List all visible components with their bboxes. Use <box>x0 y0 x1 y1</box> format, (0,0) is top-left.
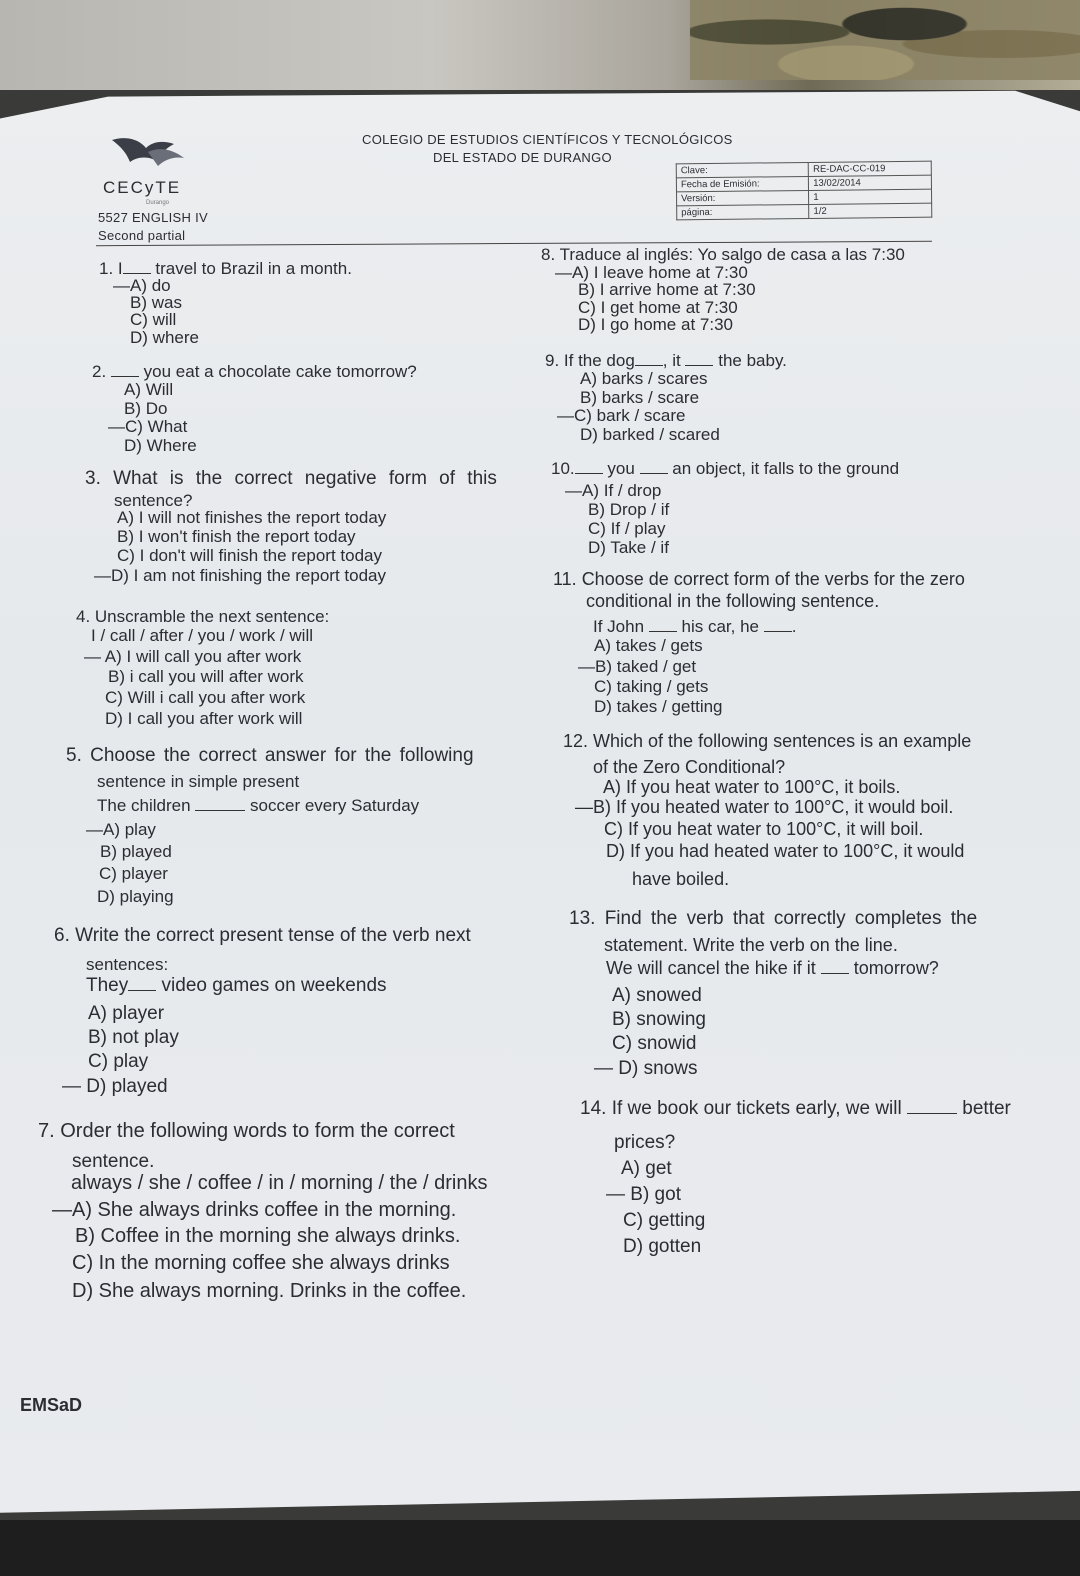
question-6: 6. Write the correct present tense of the verb next <box>54 925 471 946</box>
question-text: you eat a chocolate cake tomorrow? <box>143 362 417 381</box>
option-c: C) If you heat water to 100°C, it will boil. <box>604 819 924 839</box>
option-c: C) In the morning coffee she always drinks <box>72 1252 450 1274</box>
question-text: the baby. <box>718 351 787 370</box>
institution-name: COLEGIO DE ESTUDIOS CIENTÍFICOS Y TECNOLÓGICOS <box>362 132 733 147</box>
option-b <box>575 796 953 818</box>
option-a: A) snowed <box>612 985 702 1006</box>
answer-blank[interactable] <box>821 958 849 974</box>
answer-blank[interactable] <box>128 975 156 991</box>
option-b: B) not play <box>88 1027 179 1048</box>
question-text: The children <box>97 796 191 815</box>
answer-blank[interactable] <box>195 795 245 811</box>
answer-mark: — <box>594 1058 613 1079</box>
option-d <box>62 1076 168 1098</box>
question-text: If John <box>593 617 645 636</box>
option-d: D) where <box>130 328 199 347</box>
question-2 <box>92 361 417 382</box>
question-text: I <box>117 259 123 278</box>
question-text: tomorrow? <box>853 958 939 978</box>
question-8: 8. Traduce al inglés: Yo salgo de casa a las 7:30 <box>541 245 905 264</box>
option-c: C) player <box>99 864 168 883</box>
question-number: 10. <box>551 459 575 478</box>
option-b <box>578 657 696 677</box>
question-text: 9. If the dog <box>545 351 635 370</box>
question-number: 2. <box>92 362 107 381</box>
question-text: travel to Brazil in a month. <box>155 259 352 278</box>
table-value: 13/02/2014 <box>809 175 932 190</box>
option-c: C) will <box>130 310 177 329</box>
table-value: RE-DAC-CC-019 <box>809 161 932 176</box>
option-text: A) I will call you after work <box>104 647 302 666</box>
answer-blank[interactable] <box>640 458 668 474</box>
question-3: 3. What is the correct negative form of this <box>85 468 497 489</box>
question-text: an object, it falls to the ground <box>672 459 900 478</box>
table-label: Clave: <box>676 162 808 177</box>
option-b: B) i call you will after work <box>108 667 304 686</box>
option-text: B) If you heated water to 100°C, it would boil. <box>593 797 954 817</box>
option-a: A) player <box>88 1003 165 1024</box>
option-c: C) I don't will finish the report today <box>117 546 382 565</box>
option-c: C) getting <box>623 1210 706 1231</box>
answer-blank[interactable] <box>685 350 713 366</box>
option-c: C) snowid <box>612 1033 697 1054</box>
question-11-sentence <box>593 616 796 637</box>
question-text: We will cancel the hike if it <box>606 958 816 978</box>
answer-blank[interactable] <box>575 458 603 474</box>
option-d: D) She always morning. Drinks in the coffee. <box>72 1280 467 1302</box>
question-5: 5. Choose the correct answer for the following <box>66 745 474 766</box>
option-text: D) snows <box>618 1058 698 1079</box>
option-text: A) If / drop <box>582 481 662 500</box>
option-text: C) bark / scare <box>574 406 686 425</box>
question-5-cont: sentence in simple present <box>97 772 300 791</box>
option-a: A) get <box>621 1158 672 1179</box>
option-text: D) played <box>86 1076 168 1097</box>
question-7: 7. Order the following words to form the correct <box>38 1120 455 1142</box>
answer-mark: — <box>62 1076 81 1097</box>
question-6-cont: sentences: <box>86 955 169 974</box>
background-bottom <box>0 1520 1080 1576</box>
option-c: C) taking / gets <box>594 677 709 696</box>
option-c: C) play <box>88 1051 149 1072</box>
option-text: A) play <box>103 820 156 839</box>
option-text: C) What <box>125 417 188 436</box>
option-d: D) Take / if <box>588 538 669 557</box>
option-d <box>94 566 386 586</box>
option-a: A) If you heat water to 100°C, it boils. <box>603 777 901 797</box>
answer-mark: — <box>84 647 101 666</box>
option-a: A) takes / gets <box>594 636 703 655</box>
option-d: D) playing <box>97 887 174 906</box>
question-7-cont: sentence. <box>72 1151 155 1172</box>
option-b: B) I won't finish the report today <box>117 527 356 546</box>
question-14 <box>580 1098 1011 1120</box>
option-c: C) If / play <box>588 519 666 538</box>
question-text: soccer every Saturday <box>250 796 420 815</box>
question-10 <box>551 458 899 479</box>
footer-label: EMSaD <box>20 1395 83 1415</box>
option-a: A) barks / scares <box>580 369 708 388</box>
option-c: C) Will i call you after work <box>105 688 306 707</box>
option-b: B) snowing <box>612 1009 706 1030</box>
option-d: D) barked / scared <box>580 425 720 444</box>
option-b: B) Coffee in the morning she always drinks. <box>75 1225 461 1247</box>
answer-blank[interactable] <box>764 616 792 632</box>
option-text: D) I am not finishing the report today <box>111 566 386 585</box>
option-d: D) takes / getting <box>594 697 723 716</box>
question-12: 12. Which of the following sentences is an example <box>563 731 972 751</box>
table-label: Fecha de Emisión: <box>676 176 808 191</box>
answer-mark: — <box>557 406 574 425</box>
answer-mark: — <box>113 276 130 295</box>
option-a <box>565 481 661 501</box>
background-fabric <box>690 0 1080 80</box>
table-value: 1/2 <box>809 203 932 218</box>
answer-mark: — <box>94 566 111 585</box>
answer-mark: — <box>606 1184 625 1205</box>
option-c <box>557 406 685 426</box>
option-a <box>86 820 156 840</box>
question-11: 11. Choose de correct form of the verbs for the zero <box>553 569 965 589</box>
question-12-cont: of the Zero Conditional? <box>593 757 786 777</box>
question-text: you <box>607 459 635 478</box>
table-value: 1 <box>809 189 932 204</box>
option-b: B) I arrive home at 7:30 <box>578 280 756 299</box>
question-5-sentence <box>97 795 419 816</box>
question-3-cont: sentence? <box>114 491 193 510</box>
question-number: 1. <box>99 259 114 278</box>
option-b: B) Drop / if <box>588 500 670 519</box>
option-d: D) If you had heated water to 100°C, it would <box>606 841 965 861</box>
option-text: A) I leave home at 7:30 <box>572 263 748 282</box>
answer-blank[interactable] <box>649 616 677 632</box>
question-text: better <box>962 1098 1011 1119</box>
answer-mark: — <box>108 417 125 436</box>
question-14-cont: prices? <box>614 1132 676 1153</box>
answer-blank[interactable] <box>123 258 151 274</box>
answer-mark: — <box>555 263 572 282</box>
question-text: his car, he <box>681 617 760 636</box>
option-d-cont: have boiled. <box>632 869 730 889</box>
option-a <box>84 647 301 667</box>
question-text: They <box>86 975 129 996</box>
institution-state: DEL ESTADO DE DURANGO <box>433 150 612 165</box>
answer-blank[interactable] <box>907 1098 957 1114</box>
option-a: A) I will not finishes the report today <box>117 508 387 527</box>
logo-text: CECyTE <box>103 178 182 197</box>
question-7-words: always / she / coffee / in / morning / the / drinks <box>71 1172 488 1194</box>
partial-label: Second partial <box>98 228 186 243</box>
option-d: D) Where <box>124 436 197 455</box>
answer-blank[interactable] <box>635 350 663 366</box>
document-code-table <box>676 161 933 221</box>
table-label: Versión: <box>677 190 809 205</box>
option-text: B) got <box>630 1184 681 1205</box>
option-a <box>52 1199 456 1221</box>
option-b: B) played <box>100 842 172 861</box>
option-b: B) barks / scare <box>580 388 700 407</box>
option-d <box>594 1058 697 1080</box>
table-label: página: <box>677 204 809 219</box>
answer-mark: — <box>578 657 595 676</box>
question-text: video games on weekends <box>161 975 387 996</box>
answer-mark: — <box>565 481 582 500</box>
option-b: B) Do <box>124 399 168 418</box>
option-text: B) taked / get <box>595 657 697 676</box>
option-c: C) I get home at 7:30 <box>578 298 738 317</box>
option-b <box>606 1184 681 1206</box>
question-4-words: I / call / after / you / work / will <box>91 626 314 645</box>
question-13-sentence <box>606 957 939 979</box>
option-b: B) was <box>130 293 182 312</box>
answer-mark: — <box>86 820 103 839</box>
question-13: 13. Find the verb that correctly completes the <box>569 908 978 929</box>
option-text: A) do <box>130 276 171 295</box>
answer-mark: — <box>52 1199 72 1221</box>
option-c <box>108 417 187 437</box>
question-4: 4. Unscramble the next sentence: <box>76 607 330 626</box>
course-title: 5527 ENGLISH IV <box>98 210 208 225</box>
question-text: . <box>791 617 797 636</box>
option-a: A) Will <box>124 380 174 399</box>
option-d: D) I call you after work will <box>105 709 303 728</box>
question-text: 14. If we book our tickets early, we will <box>580 1098 902 1119</box>
option-d: D) gotten <box>623 1236 702 1257</box>
question-text: , it <box>662 351 681 370</box>
answer-blank[interactable] <box>111 361 139 377</box>
logo-subtext: Durango <box>146 200 170 206</box>
question-6-sentence <box>86 975 387 997</box>
option-d: D) I go home at 7:30 <box>578 315 733 334</box>
question-13-cont: statement. Write the verb on the line. <box>604 935 898 955</box>
option-text: A) She always drinks coffee in the morning. <box>72 1199 457 1221</box>
question-9 <box>545 350 787 371</box>
answer-mark: — <box>575 797 593 817</box>
question-11-cont: conditional in the following sentence. <box>586 591 880 611</box>
